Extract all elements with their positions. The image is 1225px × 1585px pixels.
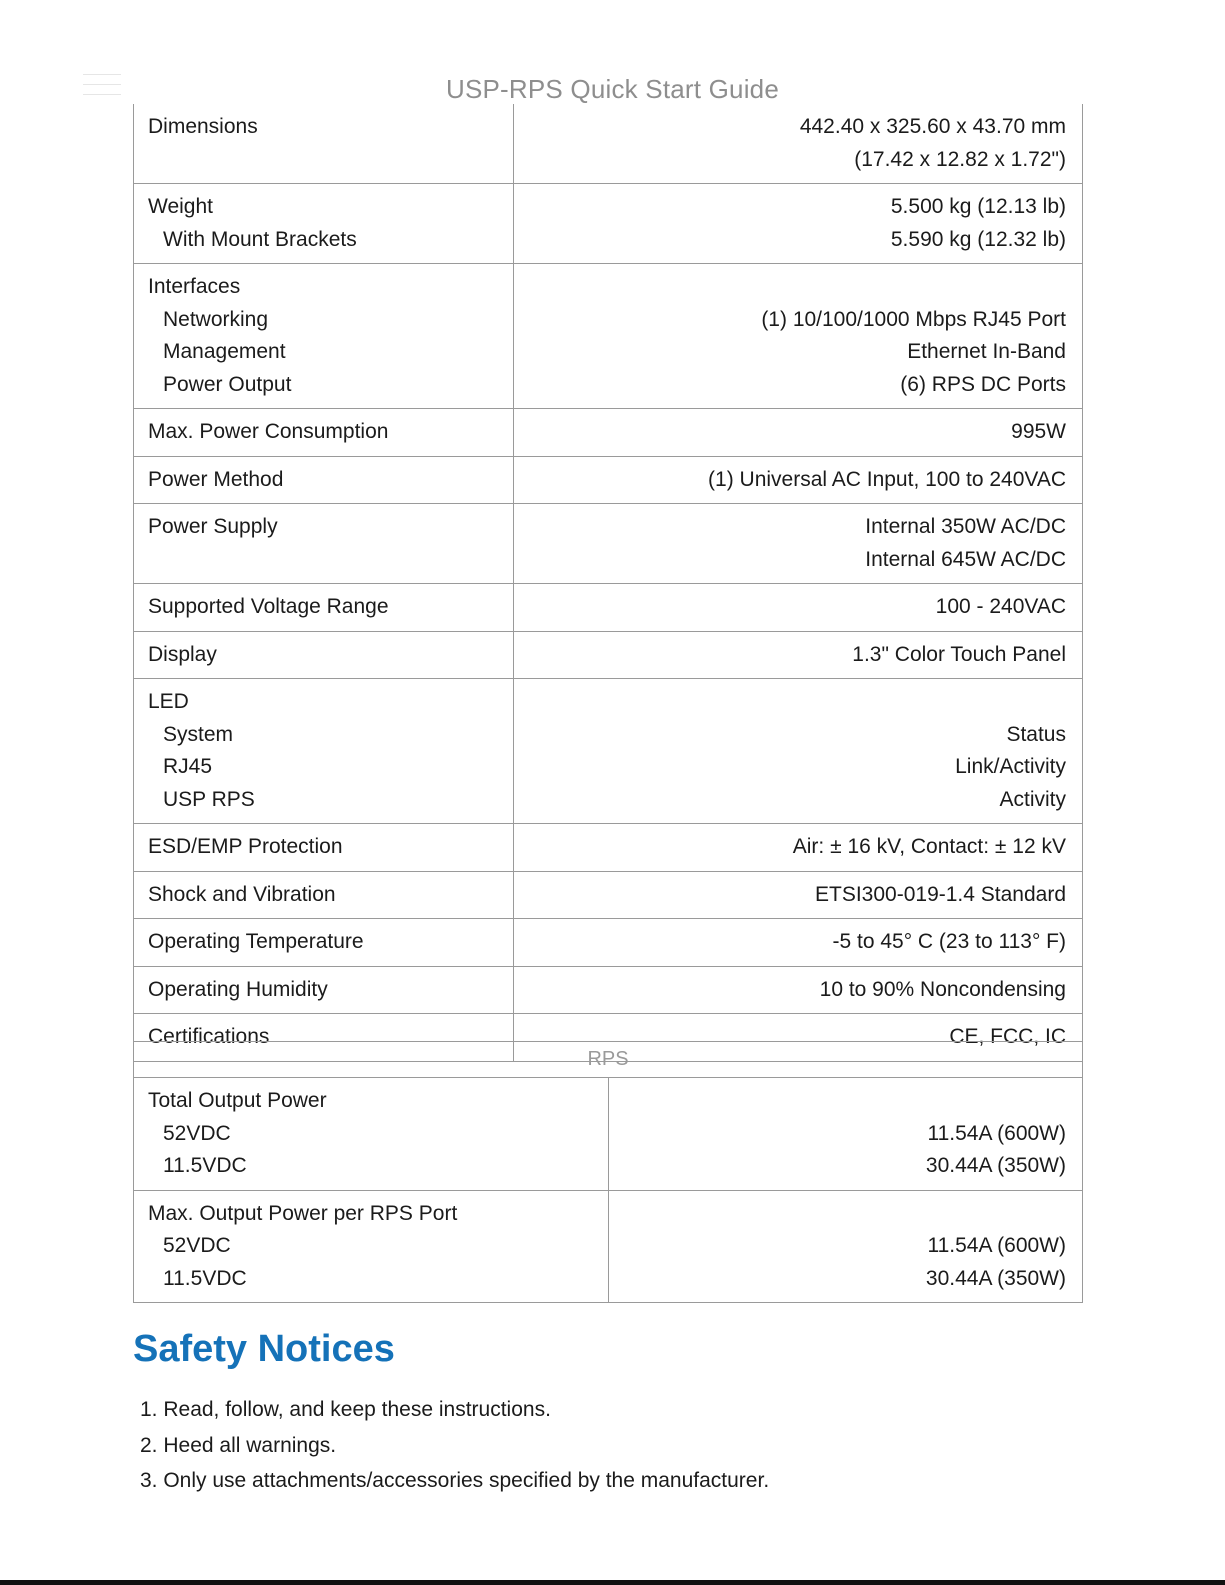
- spec-sub-value: Ethernet In-Band: [907, 340, 1066, 363]
- spec-value: 100 - 240VAC: [935, 595, 1066, 618]
- spec-label: Display: [148, 642, 217, 666]
- rps-label: Total Output Power: [148, 1089, 327, 1112]
- spec-sub-label: Power Output: [163, 372, 292, 396]
- rps-table: [133, 1041, 1083, 1303]
- safety-notices-list: [140, 1392, 769, 1499]
- spec-label: Shock and Vibration: [148, 882, 336, 906]
- list-item: 3. Only use attachments/accessories specified by the manufacturer.: [140, 1469, 770, 1492]
- spec-sub-value: Status: [1006, 722, 1066, 746]
- specs-table: [133, 104, 1083, 1062]
- spec-row-max-power-consumption: [134, 409, 1083, 457]
- spec-sub-value: 5.590 kg (12.32 lb): [890, 227, 1066, 251]
- spec-value: 1.3" Color Touch Panel: [852, 642, 1066, 666]
- specs-table-container: [133, 115, 1083, 1048]
- spec-label: Interfaces: [148, 275, 241, 298]
- rps-sub-label: 52VDC: [163, 1234, 231, 1257]
- spec-sub-label: With Mount Brackets: [163, 227, 357, 251]
- rps-heading: RPS: [134, 1042, 1083, 1078]
- spec-label: Power Method: [148, 467, 284, 491]
- spec-row-operating-temperature: [134, 919, 1083, 967]
- rps-sub-label: 52VDC: [163, 1121, 231, 1145]
- spec-value: ETSI300-019-1.4 Standard: [815, 882, 1066, 906]
- spec-value: (1) Universal AC Input, 100 to 240VAC: [708, 467, 1066, 491]
- spec-label: Operating Temperature: [148, 930, 364, 953]
- spec-label: Max. Power Consumption: [148, 420, 389, 443]
- rps-sub-value: 11.54A (600W): [927, 1234, 1066, 1257]
- spec-value: -5 to 45° C (23 to 113° F): [832, 930, 1066, 953]
- spec-sub-label: USP RPS: [163, 787, 255, 811]
- spec-label: Power Supply: [148, 515, 278, 538]
- spec-row-operating-humidity: [134, 966, 1083, 1014]
- spec-row-esd-emp: [134, 824, 1083, 872]
- page-bottom-border: [0, 1580, 1225, 1585]
- spec-sub-value: (1) 10/100/1000 Mbps RJ45 Port: [761, 307, 1066, 331]
- spec-value: Internal 350W AC/DC: [865, 515, 1066, 538]
- spec-row-shock-vibration: [134, 871, 1083, 919]
- spec-row-weight: [134, 184, 1083, 264]
- spec-value: 10 to 90% Noncondensing: [819, 977, 1066, 1001]
- spec-value: 442.40 x 325.60 x 43.70 mm: [799, 115, 1066, 138]
- spec-sub-label: RJ45: [163, 755, 213, 778]
- page-header-title: USP-RPS Quick Start Guide: [446, 74, 779, 104]
- spec-row-power-supply: [134, 504, 1083, 584]
- spec-value: CE, FCC, IC: [949, 1025, 1066, 1048]
- spec-label: Certifications: [148, 1025, 270, 1048]
- spec-value: Air: ± 16 kV, Contact: ± 12 kV: [792, 835, 1066, 858]
- rps-sub-value: 30.44A (350W): [925, 1266, 1066, 1290]
- spec-sub-label: Networking: [163, 307, 269, 331]
- spec-sub-value: (6) RPS DC Ports: [900, 372, 1066, 396]
- spec-label: Dimensions: [148, 115, 258, 138]
- spec-row-power-method: [134, 456, 1083, 504]
- spec-row-voltage-range: [134, 584, 1083, 632]
- spec-value: [528, 271, 1066, 304]
- spec-row-led: [134, 679, 1083, 824]
- spec-label: Weight: [148, 195, 213, 218]
- spec-label: Supported Voltage Range: [148, 595, 389, 618]
- spec-label: Operating Humidity: [148, 977, 328, 1001]
- rps-sub-label: 11.5VDC: [163, 1266, 247, 1290]
- spec-value-extra: Internal 645W AC/DC: [865, 547, 1066, 571]
- spec-value: 995W: [1011, 420, 1066, 443]
- rps-heading-row: [134, 1042, 1083, 1078]
- spec-value: [528, 686, 1066, 719]
- rps-row-total-output-power: [134, 1078, 1083, 1191]
- spec-sub-value: Activity: [999, 787, 1066, 811]
- rps-label: Max. Output Power per RPS Port: [148, 1201, 458, 1225]
- spec-row-interfaces: [134, 264, 1083, 409]
- safety-notices-title: Safety Notices: [133, 1328, 395, 1370]
- spec-row-dimensions: [134, 104, 1083, 184]
- spec-row-display: [134, 631, 1083, 679]
- spec-value: 5.500 kg (12.13 lb): [890, 195, 1066, 218]
- list-item: 1. Read, follow, and keep these instructions.: [140, 1398, 551, 1421]
- spec-value-extra: (17.42 x 12.82 x 1.72"): [854, 147, 1066, 171]
- rps-row-max-output-per-port: [134, 1190, 1083, 1303]
- spec-sub-label: Management: [163, 340, 286, 363]
- spec-label: ESD/EMP Protection: [148, 835, 343, 858]
- spec-sub-value: Link/Activity: [955, 755, 1066, 778]
- rps-sub-value: 30.44A (350W): [925, 1154, 1066, 1177]
- list-item: 2. Heed all warnings.: [140, 1433, 337, 1457]
- spec-sub-label: System: [163, 722, 234, 746]
- rps-sub-label: 11.5VDC: [163, 1154, 247, 1177]
- spec-label: LED: [148, 690, 189, 713]
- rps-sub-value: 11.54A (600W): [927, 1121, 1066, 1145]
